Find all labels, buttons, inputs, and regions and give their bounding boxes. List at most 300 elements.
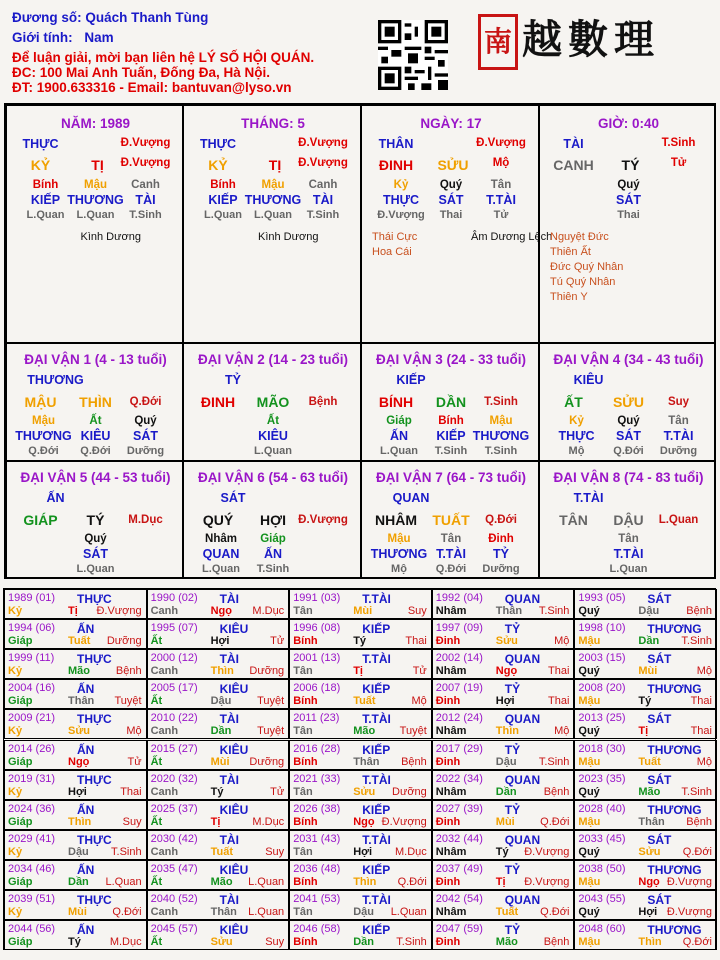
year-state: T.Sinh — [538, 755, 570, 768]
year-god: KIÊU — [219, 742, 249, 757]
year-label: 2017 (29) — [435, 742, 483, 755]
year-label: 2033 (45) — [578, 832, 626, 845]
year-stem: Tân — [293, 906, 313, 918]
hidden-stem: Tân — [440, 533, 462, 545]
year-label: 2020 (32) — [150, 772, 198, 785]
hidden-god: T.TÀI — [613, 547, 644, 561]
star-note: Thái Cực — [372, 231, 418, 243]
year-cell — [432, 890, 575, 920]
year-stem: Tân — [293, 845, 313, 858]
year-label: 2031 (43) — [293, 832, 341, 845]
year-stem: Tân — [293, 605, 313, 617]
year-cell — [289, 860, 432, 890]
dai-van-branch: HỢI — [260, 512, 286, 528]
year-state: Đ.Vượng — [524, 875, 570, 888]
year-god: T.TÀI — [362, 712, 391, 727]
year-stem: Đinh — [435, 875, 461, 888]
year-cell — [4, 709, 147, 739]
year-branch: Thìn — [638, 936, 662, 949]
star-note-right: Kình Dương — [258, 231, 319, 243]
year-stem: Đinh — [435, 815, 461, 828]
hidden-god: T.TÀI — [663, 429, 694, 443]
year-stem: Bính — [293, 875, 318, 888]
year-god: KIÊU — [219, 923, 249, 938]
year-stem: Giáp — [8, 875, 33, 888]
year-label: 2027 (39) — [435, 802, 483, 815]
year-stem: Ất — [150, 936, 163, 949]
year-god: SÁT — [647, 592, 672, 606]
hidden-god: TÀI — [135, 193, 156, 207]
year-label: 2015 (27) — [150, 742, 198, 755]
annual-luck-table — [3, 588, 716, 950]
year-branch: Mão — [353, 725, 376, 738]
year-god: TỶ — [504, 802, 521, 817]
year-state: Q.Đới — [540, 906, 570, 918]
year-god: THỰC — [77, 772, 112, 787]
year-cell — [147, 740, 290, 770]
year-stem: Quý — [578, 785, 600, 798]
star-note: Nguyệt Đức — [550, 231, 609, 243]
pillar-state: Đ.Vượng — [476, 137, 526, 149]
year-stem: Kỷ — [8, 845, 23, 858]
dai-van-god: QUAN — [392, 491, 430, 505]
year-label: 2046 (58) — [293, 923, 341, 936]
year-label: 1990 (02) — [150, 592, 198, 604]
year-stem: Mậu — [578, 755, 601, 768]
year-stem: Giáp — [8, 635, 33, 648]
year-god: TÀI — [219, 893, 239, 907]
hidden-state: T.Sinh — [256, 563, 290, 575]
year-state: Suy — [407, 605, 427, 617]
year-stem: Bính — [293, 635, 318, 648]
year-cell — [4, 679, 147, 709]
year-cell — [432, 679, 575, 709]
year-branch: Tuất — [68, 635, 91, 648]
pillar-stem-branch: TÝ — [621, 157, 640, 173]
year-label: 2026 (38) — [293, 802, 341, 815]
year-label: 2010 (22) — [150, 712, 198, 725]
year-stem: Canh — [150, 725, 179, 738]
dai-van-god: TỶ — [225, 373, 241, 387]
dai-van-stem: GIÁP — [23, 512, 58, 528]
year-cell — [574, 890, 717, 920]
pillar-state: T.Sinh — [661, 137, 696, 149]
year-stem: Giáp — [8, 755, 33, 768]
year-cell — [4, 589, 147, 619]
pillar-2 — [183, 105, 361, 343]
year-god: THỰC — [77, 893, 112, 907]
year-state: Bệnh — [115, 665, 142, 678]
year-stem: Ất — [150, 755, 163, 768]
year-branch: Sửu — [68, 725, 91, 738]
hidden-stem: Ất — [89, 415, 102, 427]
pillar-title: NGÀY: 17 — [420, 116, 482, 131]
hidden-stem: Mậu — [261, 179, 285, 191]
dai-van-state: M.Dục — [128, 514, 163, 526]
year-stem: Mậu — [578, 815, 601, 828]
year-state: Tuyệt — [257, 695, 285, 708]
year-state: Dưỡng — [392, 785, 427, 798]
year-stem: Canh — [150, 906, 179, 918]
year-cell — [4, 770, 147, 800]
year-stem: Ất — [150, 875, 163, 888]
dai-van-branch: THÌN — [79, 394, 112, 410]
hidden-state: L.Quan — [26, 209, 65, 221]
hidden-stem: Canh — [308, 179, 338, 191]
year-label: 1999 (11) — [8, 652, 55, 665]
year-label: 2019 (31) — [8, 772, 56, 785]
year-stem: Quý — [578, 665, 600, 678]
hidden-state: L.Quan — [609, 563, 648, 575]
hidden-stem: Tân — [668, 415, 689, 427]
year-label: 2012 (24) — [435, 712, 483, 725]
year-state: Mộ — [126, 725, 142, 738]
dai-van-8 — [539, 461, 716, 579]
hidden-stem: Quý — [617, 179, 640, 191]
dai-van-6 — [183, 461, 361, 579]
year-god: QUAN — [504, 893, 541, 907]
year-label: 2043 (55) — [578, 893, 626, 905]
year-god: THƯƠNG — [647, 802, 702, 817]
hidden-stem: Quý — [617, 415, 640, 427]
year-god: KIÊU — [219, 682, 249, 697]
hidden-stem: Đinh — [488, 533, 514, 545]
year-label: 2014 (26) — [8, 742, 56, 755]
year-cell — [147, 770, 290, 800]
dai-van-branch: DẬU — [613, 512, 644, 528]
pillar-stem-branch: TỊ — [91, 157, 104, 173]
year-cell — [289, 770, 432, 800]
year-state: Bệnh — [543, 936, 570, 949]
year-state: Q.Đới — [682, 845, 712, 858]
year-branch: Mùi — [68, 906, 87, 918]
year-branch: Tuất — [210, 845, 233, 858]
dai-van-title: ĐẠI VẬN 7 (64 - 73 tuổi) — [375, 470, 527, 485]
dai-van-title: ĐẠI VẬN 3 (24 - 33 tuổi) — [375, 352, 527, 367]
year-cell — [4, 860, 147, 890]
pillar-3 — [361, 105, 553, 343]
hidden-god: QUAN — [202, 547, 240, 561]
year-cell — [574, 860, 717, 890]
pillar-stem-branch: KỶ — [208, 157, 228, 173]
year-stem: Đinh — [435, 936, 461, 949]
star-note-right: Kình Dương — [80, 231, 141, 243]
year-god: T.TÀI — [362, 772, 391, 787]
year-label: 2007 (19) — [435, 682, 483, 695]
year-state: Thai — [690, 725, 712, 738]
pillar-god: TÀI — [563, 137, 584, 151]
dai-van-state: Q.Đới — [129, 396, 162, 408]
year-label: 2025 (37) — [150, 802, 198, 815]
dai-van-branch: MÃO — [256, 394, 290, 410]
contact-line: Để luận giải, mời bạn liên hệ LÝ SỐ HỘI QUÁN. — [12, 50, 315, 65]
year-branch: Mùi — [495, 815, 515, 828]
dai-van-state: T.Sinh — [484, 396, 518, 408]
pillar-god: THÂN — [378, 137, 414, 151]
year-branch: Ngọ — [638, 875, 660, 888]
year-branch: Hợi — [638, 906, 658, 918]
year-stem: Ất — [150, 635, 163, 648]
hidden-stem: Bính — [32, 179, 59, 191]
year-stem: Nhâm — [435, 785, 467, 798]
year-cell — [574, 770, 717, 800]
dai-van-god: T.TÀI — [573, 491, 604, 505]
year-stem: Bính — [293, 936, 318, 949]
year-god: TỶ — [504, 862, 521, 877]
hidden-stem: Tân — [490, 179, 512, 191]
year-label: 2032 (44) — [435, 832, 483, 845]
dai-van-3 — [361, 343, 539, 461]
year-label: 2005 (17) — [150, 682, 198, 695]
year-cell — [574, 740, 717, 770]
year-god: TÀI — [219, 832, 239, 847]
dai-van-1 — [6, 343, 183, 461]
dai-van-god: SÁT — [220, 491, 246, 505]
year-stem: Ất — [150, 695, 163, 708]
year-cell — [4, 800, 147, 830]
year-label: 2047 (59) — [435, 923, 483, 936]
hidden-state: L.Quan — [254, 209, 292, 221]
year-branch: Dần — [638, 635, 660, 648]
year-label: 2044 (56) — [8, 923, 56, 936]
year-state: Bệnh — [686, 605, 712, 617]
pillar-stem-branch: SỬU — [437, 157, 469, 173]
year-stem: Kỷ — [8, 665, 23, 678]
year-cell — [432, 619, 575, 649]
pillar-title: GIỜ: 0:40 — [597, 116, 660, 131]
year-cell — [289, 890, 432, 920]
year-cell — [289, 679, 432, 709]
year-god: THƯƠNG — [647, 682, 702, 697]
header — [0, 0, 720, 100]
hidden-state: T.Sinh — [306, 209, 340, 221]
year-stem: Giáp — [8, 815, 33, 828]
year-branch: Ngọ — [210, 605, 232, 617]
year-state: Mộ — [411, 695, 427, 708]
hidden-god: ẤN — [389, 429, 409, 443]
year-state: Mộ — [554, 725, 570, 738]
year-cell — [574, 589, 717, 619]
year-cell — [432, 800, 575, 830]
hidden-stem: Bính — [210, 179, 236, 191]
year-branch: Ngọ — [68, 755, 90, 768]
year-stem: Bính — [293, 815, 318, 828]
year-state: Tử — [127, 755, 142, 768]
year-god: THỰC — [77, 592, 112, 606]
year-god: TỶ — [504, 742, 521, 757]
year-state: M.Dục — [109, 936, 142, 949]
year-god: TÀI — [219, 772, 239, 787]
year-cell — [147, 589, 290, 619]
year-state: T.Sinh — [538, 605, 570, 617]
year-cell — [432, 589, 575, 619]
year-god: QUAN — [504, 712, 541, 727]
year-god: TỶ — [504, 682, 521, 697]
dai-van-7 — [361, 461, 539, 579]
year-stem: Mậu — [578, 635, 601, 648]
hidden-state: L.Quan — [204, 209, 242, 221]
year-label: 2048 (60) — [578, 923, 626, 936]
year-label: 2006 (18) — [293, 682, 341, 695]
year-cell — [432, 649, 575, 679]
hidden-god: SÁT — [133, 429, 158, 443]
year-god: QUAN — [504, 772, 541, 787]
year-branch: Dậu — [638, 605, 660, 617]
year-label: 1994 (06) — [8, 622, 56, 635]
year-branch: Tý — [353, 635, 367, 648]
year-stem: Ất — [150, 815, 163, 828]
year-god: SÁT — [647, 712, 672, 727]
year-god: QUAN — [504, 592, 541, 606]
year-state: Thai — [120, 785, 142, 798]
year-stem: Mậu — [578, 936, 601, 949]
hidden-god: TỶ — [493, 547, 509, 561]
year-branch: Hợi — [68, 785, 87, 798]
year-stem: Canh — [150, 665, 179, 678]
year-label: 2039 (51) — [8, 893, 56, 905]
year-label: 2028 (40) — [578, 802, 626, 815]
year-god: SÁT — [647, 893, 672, 907]
pillar-stem-branch: Đ.Vượng — [298, 157, 348, 169]
year-state: Dưỡng — [249, 665, 285, 678]
hidden-state: Q.Đới — [613, 445, 644, 457]
year-stem: Quý — [578, 605, 600, 617]
year-branch: Sửu — [495, 635, 518, 648]
year-branch: Sửu — [638, 845, 661, 858]
year-branch: Thân — [210, 906, 237, 918]
dai-van-stem: ĐINH — [200, 394, 236, 410]
hidden-god: KIẾP — [208, 193, 238, 207]
year-stem: Quý — [578, 725, 600, 738]
pillar-stem-branch: CANH — [553, 157, 594, 173]
year-label: 2036 (48) — [293, 862, 341, 875]
star-note: Tú Quý Nhân — [550, 276, 616, 288]
hidden-stem: Quý — [84, 533, 107, 545]
year-state: M.Dục — [252, 605, 285, 617]
year-branch: Tuất — [638, 755, 661, 768]
year-label: 2013 (25) — [578, 712, 626, 725]
hidden-god: T.TÀI — [486, 193, 516, 207]
year-cell — [4, 619, 147, 649]
year-branch: Sửu — [210, 936, 233, 949]
pillar-stem-branch: TỊ — [268, 157, 282, 173]
hidden-state: Tử — [493, 209, 509, 221]
year-god: ẤN — [77, 862, 95, 877]
year-branch: Dần — [210, 725, 232, 738]
year-branch: Tý — [210, 785, 224, 798]
year-label: 2001 (13) — [293, 652, 341, 665]
star-note: Hoa Cái — [372, 246, 412, 258]
year-label: 1996 (08) — [293, 622, 341, 635]
year-branch: Tý — [638, 695, 652, 708]
star-note: Đức Quý Nhân — [550, 261, 624, 273]
year-branch: Ngọ — [495, 665, 518, 678]
hidden-state: L.Quan — [202, 563, 240, 575]
star-note-right: Âm Dương Lệch — [471, 231, 553, 243]
pillar-stem-branch: Đ.Vượng — [120, 157, 171, 169]
hidden-god: THƯƠNG — [15, 429, 72, 443]
dai-van-5 — [6, 461, 183, 579]
hidden-god: THỰC — [382, 193, 420, 207]
year-cell — [147, 709, 290, 739]
hidden-stem: Mậu — [489, 415, 513, 427]
year-label: 1995 (07) — [150, 622, 198, 635]
year-branch: Dậu — [353, 906, 374, 918]
hidden-god: TÀI — [312, 193, 334, 207]
year-branch: Dậu — [495, 755, 517, 768]
hidden-stem: Nhâm — [205, 533, 237, 545]
brand-logo: 越數理 — [522, 16, 660, 63]
year-branch: Thân — [353, 755, 380, 768]
pillar-stem-branch: Tử — [670, 157, 687, 169]
year-branch: Thân — [68, 695, 95, 708]
year-label: 2024 (36) — [8, 802, 56, 815]
year-stem: Mậu — [578, 695, 601, 708]
hidden-state: Thai — [439, 209, 463, 221]
year-branch: Dần — [495, 785, 517, 798]
year-cell — [4, 830, 147, 860]
year-stem: Nhâm — [435, 605, 467, 617]
hidden-stem: Kỷ — [569, 415, 584, 427]
year-label: 2002 (14) — [435, 652, 483, 665]
dai-van-stem: NHÂM — [375, 512, 417, 528]
pillar-state: Đ.Vượng — [298, 137, 348, 149]
dai-van-branch: TUẤT — [432, 512, 470, 528]
year-god: T.TÀI — [362, 592, 391, 606]
year-god: TÀI — [219, 592, 239, 606]
dai-van-state: Suy — [667, 396, 690, 408]
year-branch: Thìn — [210, 665, 234, 678]
year-state: L.Quan — [248, 875, 285, 888]
year-stem: Bính — [293, 695, 318, 708]
year-state: Q.Đới — [112, 906, 142, 918]
year-branch: Hợi — [495, 695, 515, 708]
year-state: Đ.Vượng — [381, 815, 427, 828]
year-state: Suy — [122, 815, 142, 828]
hidden-state: L.Quan — [254, 445, 292, 457]
year-branch: Thân — [495, 605, 523, 617]
hidden-god: KIÊU — [258, 429, 288, 443]
year-state: T.Sinh — [681, 635, 712, 648]
year-cell — [574, 649, 717, 679]
year-state: Thai — [547, 695, 570, 708]
dai-van-branch: SỬU — [612, 394, 645, 410]
year-label: 2009 (21) — [8, 712, 56, 725]
year-branch: Tuất — [495, 906, 519, 918]
year-cell — [432, 740, 575, 770]
year-god: TÀI — [219, 712, 239, 727]
year-cell — [432, 709, 575, 739]
qr-code-icon — [378, 20, 448, 90]
year-label: 2042 (54) — [435, 893, 483, 905]
year-branch: Thìn — [495, 725, 520, 738]
year-branch: Mão — [210, 875, 233, 888]
dai-van-title: ĐẠI VẬN 1 (4 - 13 tuổi) — [24, 352, 167, 367]
address-line: ĐC: 100 Mai Anh Tuấn, Đống Đa, Hà Nội. — [12, 65, 271, 80]
dai-van-stem: BÍNH — [378, 394, 414, 410]
year-state: Dưỡng — [249, 755, 285, 768]
year-label: 2030 (42) — [150, 832, 198, 845]
pillar-stem-branch: ĐINH — [378, 157, 414, 173]
year-cell — [289, 920, 432, 950]
hidden-god: SÁT — [616, 429, 641, 443]
year-state: Q.Đới — [540, 815, 570, 828]
hidden-god: THỰC — [558, 429, 595, 443]
year-branch: Tị — [353, 665, 363, 678]
year-label: 2045 (57) — [150, 923, 198, 936]
hidden-god: ẤN — [263, 547, 283, 561]
year-stem: Quý — [578, 845, 600, 858]
